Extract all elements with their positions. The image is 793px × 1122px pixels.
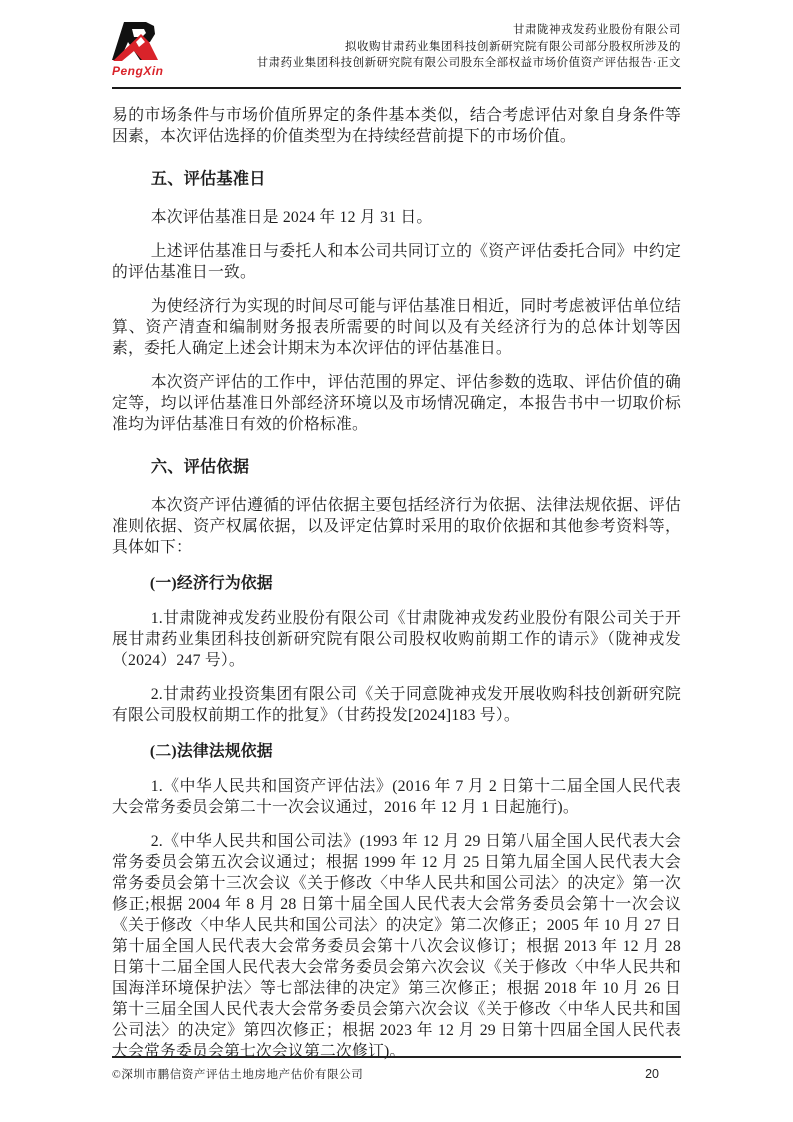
header-divider [112, 87, 681, 89]
section-heading: (二)法律法规依据 [149, 743, 273, 760]
page-footer [112, 1056, 681, 1082]
paragraph: 本次评估基准日是 2024 年 12 月 31 日。 [150, 209, 433, 226]
paragraph: 1.甘肃陇神戎发药业股份有限公司《甘肃陇神戎发药业股份有限公司关于开展甘肃药业集团科技创新研究院有限公司股权收购前期工作的请示》（陇神戎发（2024）247 号）。 [112, 610, 681, 669]
report-header-titles [182, 20, 681, 72]
pengxin-logo [112, 20, 182, 78]
pengxin-logo-icon [112, 20, 164, 66]
paragraph: 1.《中华人民共和国资产评估法》(2016 年 7 月 2 日第十二届全国人民代表大会常务委员会第二十一次会议通过，2016 年 12 月 1 日起施行)。 [112, 778, 681, 816]
document-body [112, 105, 681, 1062]
section-heading: (一)经济行为依据 [149, 575, 273, 592]
header-title-line-1: 甘肃陇神戎发药业股份有限公司 [513, 24, 681, 36]
paragraph: 本次资产评估的工作中，评估范围的界定、评估参数的选取、评估价值的确定等，均以评估基准日外部经济环境以及市场情况确定，本报告书中一切取价标准均为评估基准日有效的价格标准。 [112, 374, 681, 433]
section-heading: 五、评估基准日 [150, 170, 266, 188]
paragraph: 2.甘肃药业投资集团有限公司《关于同意陇神戎发开展收购科技创新研究院有限公司股权前期工作的批复》（甘药投发[2024]183 号）。 [112, 686, 681, 724]
page-header [112, 0, 681, 78]
pengxin-logo-text: PengXin [112, 64, 164, 78]
section-heading: 六、评估依据 [150, 458, 250, 476]
header-title-line-2: 拟收购甘肃药业集团科技创新研究院有限公司部分股权所涉及的 [345, 40, 681, 53]
copyright-text: ©深圳市鹏信资产评估土地房地产估价有限公司 [112, 1069, 364, 1081]
paragraph: 为使经济行为实现的时间尽可能与评估基准日相近，同时考虑被评估单位结算、资产清查和编制财务报表所需要的时间以及有关经济行为的总体计划等因素，委托人确定上述会计期末为本次评估的评估基准日。 [112, 298, 681, 357]
paragraph: 2.《中华人民共和国公司法》(1993 年 12 月 29 日第八届全国人民代表大会常务委员会第五次会议通过；根据 1999 年 12 月 25 日第九届全国人民代表大会常务委员会第十三次会议《关于修改〈中华人民共和国公司法〉的决定》第一次修正;根据 2004 年 8 月 28 日第十届全国人民代表大会常务委员会第十一次会议《关于修改〈中华人民共和国公司法〉的决定》第二次修正；2005 年 10 月 27 日第十届全国人民代表大会常务委员会第十八次会议修订；根据 2013 年 12 月 28 日第十二届全国人民代表大会常务委员会第六次会议《关于修改〈中华人民共和国海洋环境保护法〉等七部法律的决定》第三次修正；根据 2018 年 10 月 26 日第十三届全国人民代表大会常务委员会第六次会议《关于修改〈中华人民共和国公司法〉的决定》第四次修正；根据 2023 年 12 月 29 日第十四届全国人民代表大会常务委员会第七次会议第二次修订)。 [112, 833, 681, 1060]
paragraph: 易的市场条件与市场价值所界定的条件基本类似，结合考虑评估对象自身条件等因素，本次评估选择的价值类型为在持续经营前提下的市场价值。 [112, 107, 681, 145]
header-title-line-3: 甘肃药业集团科技创新研究院有限公司股东全部权益市场价值资产评估报告·正文 [256, 57, 681, 69]
page-number: 20 [645, 1067, 659, 1081]
paragraph: 本次资产评估遵循的评估依据主要包括经济行为依据、法律法规依据、评估准则依据、资产权属依据，以及评定估算时采用的取价依据和其他参考资料等，具体如下： [112, 497, 681, 556]
paragraph: 上述评估基准日与委托人和本公司共同订立的《资产评估委托合同》中约定的评估基准日一致。 [112, 243, 681, 281]
